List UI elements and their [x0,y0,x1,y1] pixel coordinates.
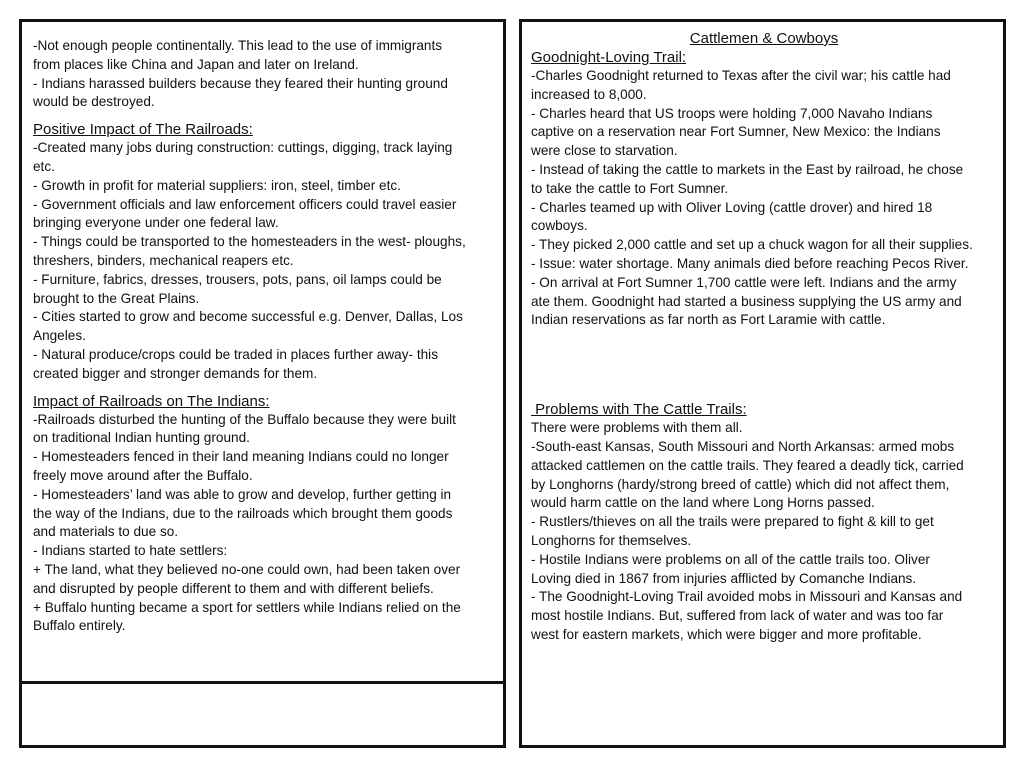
left-panel-content [33,37,495,636]
goodnight-section [531,48,997,330]
right-text-panel [519,19,1006,748]
problems-line: - The Goodnight-Loving Trail avoided mobs in Missouri and Kansas and [531,589,963,605]
page-title: Cattlemen & Cowboys [689,30,839,47]
goodnight-line: cowboys. [531,218,588,234]
problems-line: most hostile Indians. But, suffered from lack of water and was too far [531,608,944,624]
goodnight-heading: Goodnight-Loving Trail: [531,49,687,66]
goodnight-line: - On arrival at Fort Sumner 1,700 cattle were left. Indians and the army [531,274,957,290]
goodnight-line: - Issue: water shortage. Many animals died before reaching Pecos River. [531,255,969,271]
indians-impact-line: and disrupted by people different to them and with different beliefs. [33,580,434,596]
positive-impact-line: threshers, binders, mechanical reapers etc. [33,252,294,268]
indians-impact-line: - Indians started to hate settlers: [33,543,228,559]
problems-line: would harm cattle on the land where Long Horns passed. [531,495,875,511]
intro-line: -Not enough people continentally. This lead to the use of immigrants [33,38,443,53]
indians-impact-line: + The land, what they believed no-one could own, had been taken over [33,561,461,577]
positive-impact-line: bringing everyone under one federal law. [33,215,279,231]
goodnight-line: Indian reservations as far north as Fort Laramie with cattle. [531,312,886,328]
right-panel-content [531,29,997,645]
goodnight-line: - Charles heard that US troops were holding 7,000 Navaho Indians [531,105,933,121]
intro-line: would be destroyed. [33,94,155,110]
indians-impact-line: - Homesteaders fenced in their land meaning Indians could no longer [33,449,449,465]
positive-impact-heading: Positive Impact of The Railroads: [33,121,253,139]
positive-impact-line: Angeles. [33,328,86,344]
goodnight-line: -Charles Goodnight returned to Texas after the civil war; his cattle had [531,68,951,83]
problems-line: Loving died in 1867 from injuries afflicted by Comanche Indians. [531,570,917,586]
problems-line: -South-east Kansas, South Missouri and North Arkansas: armed mobs [531,438,955,454]
indians-impact-line: Buffalo entirely. [33,618,126,634]
indians-impact-line: on traditional Indian hunting ground. [33,430,250,446]
positive-impact-line: - Cities started to grow and become successful e.g. Denver, Dallas, Los [33,309,463,325]
intro-line: from places like China and Japan and later on Ireland. [33,56,359,72]
indians-impact-line: and materials to due so. [33,524,179,540]
indians-impact-line: + Buffalo hunting became a sport for settlers while Indians relied on the [33,599,461,615]
positive-impact-line: - Furniture, fabrics, dresses, trousers, pots, pans, oil lamps could be [33,271,442,287]
goodnight-line: were close to starvation. [531,143,678,159]
problems-line: attacked cattlemen on the cattle trails. They feared a deadly tick, carried [531,457,964,473]
problems-line: by Longhorns (hardy/strong breed of cattle) which did not affect them, [531,476,950,492]
positive-impact-line: brought to the Great Plains. [33,290,200,306]
intro-line: - Indians harassed builders because they feared their hunting ground [33,75,448,91]
indians-impact-line: the way of the Indians, due to the railroads which brought them goods [33,505,453,521]
problems-heading: Problems with The Cattle Trails: [531,401,747,419]
goodnight-line: increased to 8,000. [531,86,647,102]
goodnight-line: to take the cattle to Fort Sumner. [531,180,729,196]
left-text-panel [19,19,506,684]
indians-impact-heading: Impact of Railroads on The Indians: [33,392,270,410]
positive-impact-line: - Things could be transported to the homesteaders in the west- ploughs, [33,234,466,250]
problems-line: - Rustlers/thieves on all the trails were prepared to fight & kill to get [531,514,934,530]
indians-impact-line: - Homesteaders’ land was able to grow and develop, further getting in [33,486,452,502]
intro-section [33,37,495,112]
problems-section [531,400,997,645]
indians-impact-line: -Railroads disturbed the hunting of the Buffalo because they were built [33,411,456,427]
goodnight-line: - They picked 2,000 cattle and set up a chuck wagon for all their supplies. [531,237,973,253]
problems-line: - Hostile Indians were problems on all of the cattle trails too. Oliver [531,551,930,567]
indians-impact-line: freely move around after the Buffalo. [33,467,253,483]
positive-impact-line: etc. [33,158,55,174]
problems-line: Longhorns for themselves. [531,532,692,548]
problems-line: There were problems with them all. [531,420,743,436]
positive-impact-line: - Natural produce/crops could be traded in places further away- this [33,346,438,362]
goodnight-line: - Instead of taking the cattle to markets in the East by railroad, he chose [531,161,964,177]
goodnight-line: ate them. Goodnight had started a business supplying the US army and [531,293,962,309]
positive-impact-line: - Government officials and law enforcement officers could travel easier [33,196,457,212]
positive-impact-line: created bigger and stronger demands for them. [33,365,318,381]
positive-impact-section [33,120,495,383]
indians-impact-section [33,392,495,637]
problems-line: west for eastern markets, which were bigger and more profitable. [531,626,922,642]
left-empty-panel [19,681,506,748]
goodnight-line: captive on a reservation near Fort Sumner, New Mexico: the Indians [531,124,941,140]
positive-impact-line: - Growth in profit for material suppliers: iron, steel, timber etc. [33,177,401,193]
goodnight-line: - Charles teamed up with Oliver Loving (cattle drover) and hired 18 [531,199,933,215]
positive-impact-line: -Created many jobs during construction: cuttings, digging, track laying [33,140,453,156]
